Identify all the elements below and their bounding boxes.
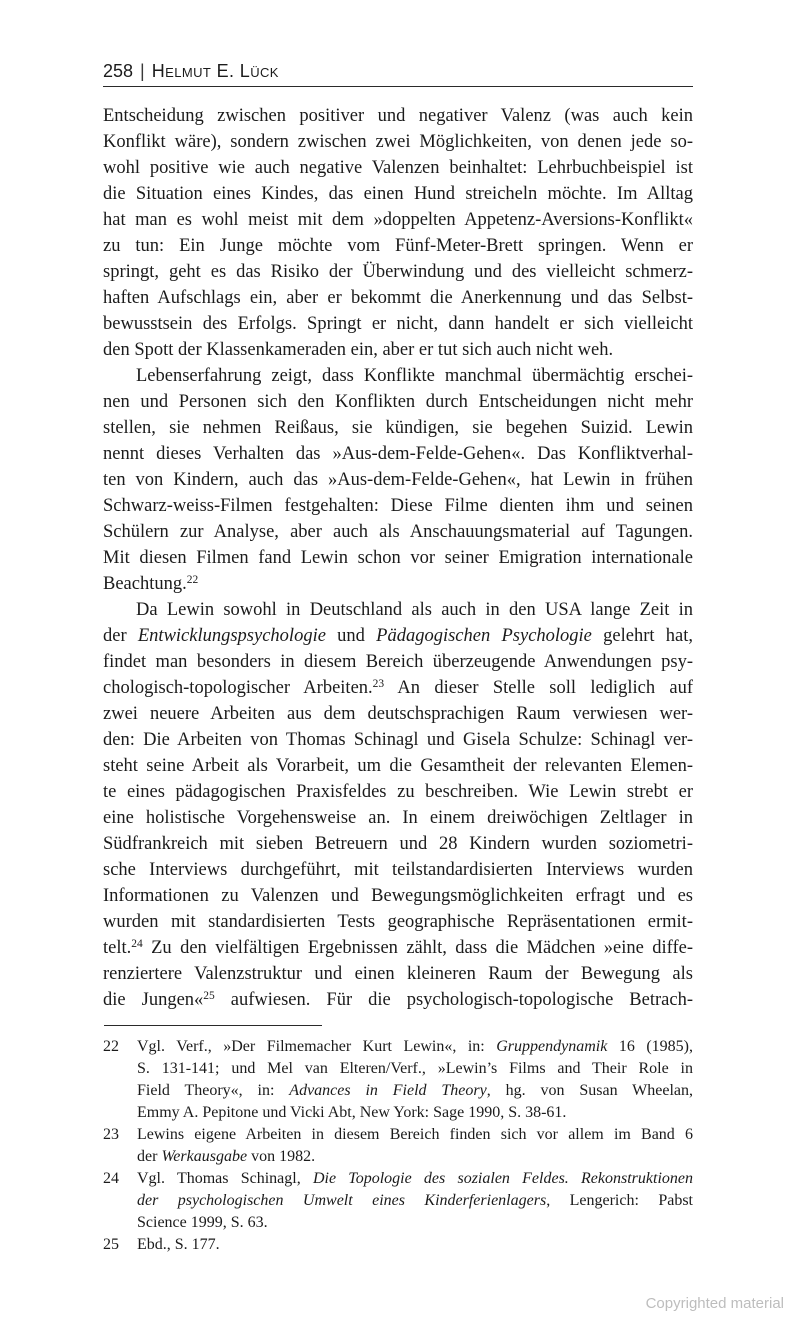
text-line: hat man es wohl meist mit dem »doppelten Appetenz-Aversions-Konflikt«: [103, 210, 693, 230]
text-line: Emmy A. Pepitone und Vicki Abt, New York: Sage 1990, S. 38-61.: [137, 1104, 567, 1121]
text-line: Schwarz-weiss-Filmen festgehalten: Diese Filme dienten ihm und seinen: [103, 496, 693, 516]
footnote-item: [103, 1168, 693, 1234]
paragraph: [103, 103, 693, 363]
paragraph: [103, 363, 693, 597]
text-line: Mit diesen Filmen fand Lewin schon vor seiner Emigration internationale: [103, 548, 693, 568]
running-head-author: Helmut E. Lück: [151, 61, 279, 81]
footnote-text: [137, 1124, 693, 1168]
text-line: Science 1999, S. 63.: [137, 1214, 268, 1231]
text-line: Lewins eigene Arbeiten in diesem Bereich finden sich vor allem im Band 6: [137, 1126, 693, 1143]
text-line: der psychologischen Umwelt eines Kinderferienlagers, Lengerich: Pabst: [137, 1192, 693, 1209]
footnote-item: [103, 1124, 693, 1168]
text-line: den Spott der Klassenkameraden ein, aber er tut sich auch nicht weh.: [103, 340, 614, 360]
text-line: sche Interviews durchgeführt, mit teilstandardisierten Interviews wurden: [103, 860, 693, 880]
footnotes-block: [103, 1036, 693, 1256]
text-line: Field Theory«, in: Advances in Field Theory, hg. von Susan Wheelan,: [137, 1082, 693, 1099]
text-line: Lebenserfahrung zeigt, dass Konflikte manchmal übermächtig erschei-: [136, 366, 693, 386]
text-line: Informationen zu Valenzen und Bewegungsmöglichkeiten erfragt und es: [103, 886, 693, 906]
footnote-item: [103, 1036, 693, 1124]
text-line: der Werkausgabe von 1982.: [137, 1148, 316, 1165]
text-line: haften Aufschlags ein, aber er bekommt die Anerkennung und das Selbst-: [103, 288, 693, 308]
footnote-number: 25: [103, 1236, 119, 1253]
footnote-text: [137, 1234, 693, 1256]
footnote-reference: 25: [203, 990, 215, 1003]
text-line: wurden mit standardisierten Tests geographische Repräsentationen ermit-: [103, 912, 693, 932]
text-line: springt, geht es das Risiko der Überwindung und des vielleicht schmerz-: [103, 262, 693, 282]
text-line: chologisch-topologischer Arbeiten.$^{23}$ An dieser Stelle soll lediglich auf: [103, 678, 693, 698]
text-line: eine holistische Vorgehensweise an. In einem dreiwöchigen Zeltlager in: [103, 808, 693, 828]
footnote-number: 23: [103, 1126, 119, 1143]
text-line: te eines pädagogischen Praxisfeldes zu beschreiben. Wie Lewin strebt er: [103, 782, 693, 802]
footnote-text: [137, 1168, 693, 1234]
text-line: Da Lewin sowohl in Deutschland als auch in den USA lange Zeit in: [136, 600, 693, 620]
text-line: stellen, sie nehmen Reißaus, sie kündigen, sie begehen Suizid. Lewin: [103, 418, 693, 438]
text-line: Vgl. Thomas Schinagl, Die Topologie des sozialen Feldes. Rekonstruktionen: [137, 1170, 693, 1187]
text-line: nen und Personen sich den Konflikten durch Entscheidungen nicht mehr: [103, 392, 693, 412]
text-line: der Entwicklungspsychologie und Pädagogischen Psychologie gelehrt hat,: [103, 626, 693, 646]
footnote-text: [137, 1036, 693, 1124]
page-number: 258: [103, 61, 134, 81]
footnote-reference: 22: [186, 574, 199, 587]
text-line: nennt dieses Verhalten das »Aus-dem-Felde-Gehen«. Das Konfliktverhal-: [103, 444, 693, 464]
footnote-separator-rule: [104, 1025, 322, 1026]
text-line: Konflikt wäre), sondern zwischen zwei Möglichkeiten, von denen jede so-: [103, 132, 693, 152]
text-line: Vgl. Verf., »Der Filmemacher Kurt Lewin«, in: Gruppendynamik 16 (1985),: [137, 1038, 693, 1055]
header-separator: |: [140, 61, 145, 81]
footnote-reference: 24: [131, 938, 143, 951]
text-line: Südfrankreich mit sieben Betreuern und 28 Kindern wurden soziometri-: [103, 834, 693, 854]
footnote-number: 24: [103, 1170, 119, 1187]
footnote-reference: 23: [372, 678, 385, 691]
text-line: telt.$^{24}$ Zu den vielfältigen Ergebnissen zählt, dass die Mädchen »eine diffe-: [103, 938, 693, 958]
text-line: ten von Kindern, auch das »Aus-dem-Felde-Gehen«, hat Lewin in frühen: [103, 470, 693, 490]
text-line: Entscheidung zwischen positiver und negativer Valenz (was auch kein: [103, 106, 693, 126]
text-line: Ebd., S. 177.: [137, 1236, 220, 1253]
text-line: renziertere Valenzstruktur und einen kleineren Raum der Bewegung als: [103, 964, 693, 984]
text-line: Schülern zur Analyse, aber auch als Anschauungsmaterial auf Tagungen.: [103, 522, 693, 542]
text-line: die Situation eines Kindes, das einen Hund streicheln möchte. Im Alltag: [103, 184, 693, 204]
paragraph: [103, 597, 693, 1013]
text-line: den: Die Arbeiten von Thomas Schinagl und Gisela Schulze: Schinagl ver-: [103, 730, 693, 750]
text-line: findet man besonders in diesem Bereich überzeugende Anwendungen psy-: [103, 652, 693, 672]
footnote-number: 22: [103, 1038, 119, 1055]
text-line: steht seine Arbeit als Vorarbeit, um die Gesamtheit der relevanten Elemen-: [103, 756, 693, 776]
text-line: bewusstsein des Erfolgs. Springt er nicht, dann handelt er sich vielleicht: [103, 314, 693, 334]
body-text: [103, 103, 693, 1013]
running-header: [103, 61, 693, 87]
text-line: zu tun: Ein Junge möchte vom Fünf-Meter-Brett springen. Wenn er: [103, 236, 693, 256]
text-line: zwei neuere Arbeiten aus dem deutschsprachigen Raum verwiesen wer-: [103, 704, 693, 724]
text-line: Beachtung.$^{22}$: [103, 574, 199, 594]
text-line: wohl positive wie auch negative Valenzen beinhaltet: Lehrbuchbeispiel ist: [103, 158, 693, 178]
text-line: S. 131-141; und Mel van Elteren/Verf., »Lewin’s Films and Their Role in: [137, 1060, 693, 1077]
copyright-watermark: Copyrighted material: [645, 1295, 784, 1312]
text-line: die Jungen«$^{25}$ aufwiesen. Für die psychologisch-topologische Betrach-: [103, 990, 693, 1010]
footnote-item: [103, 1234, 693, 1256]
